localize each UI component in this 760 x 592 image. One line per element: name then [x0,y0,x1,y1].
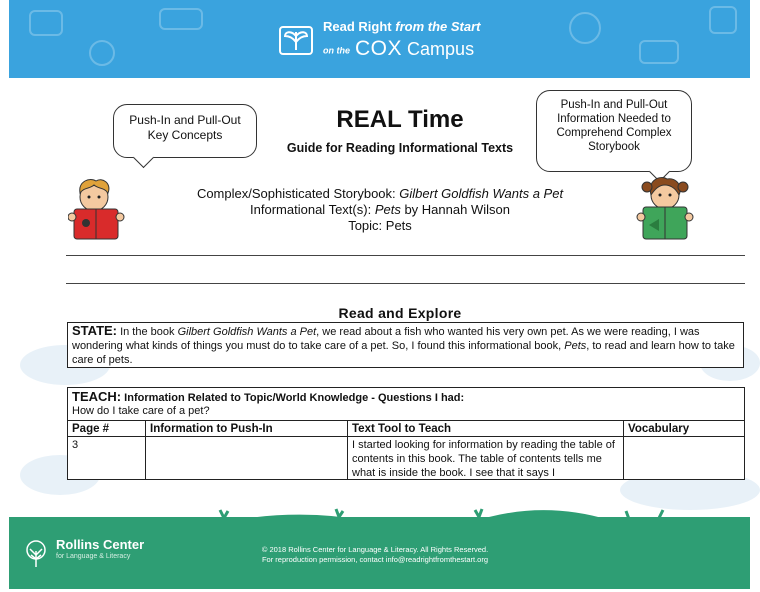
speech-bubble-left [113,104,257,158]
brand-line-1: Read Right from the Start [323,19,481,34]
decorative-doodle [29,10,63,36]
table-row [68,437,744,479]
column-header: Information to Push-In [146,421,348,437]
divider-line [66,255,745,256]
girl-reading-illustration [633,173,695,245]
footer-org-name: Rollins Center [56,537,145,552]
boy-reading-illustration [68,175,128,245]
decorative-doodle [709,6,737,34]
footer-org-sub: for Language & Literacy [56,553,131,560]
vocab-cell [624,437,744,479]
informational-text-line: Informational Text(s): Pets by Hannah Wilson [250,202,510,217]
speech-bubble-right [536,90,692,172]
tool-cell: I started looking for information by reading the table of contents in this book. The table of contents tells me what is inside the book. I see that it says I [348,437,624,479]
section-heading: Read and Explore [338,305,462,321]
page-cell: 3 [68,437,146,479]
decorative-doodle [89,40,115,66]
brand-line-2: on the COX Campus [323,37,475,60]
state-label: STATE: [72,323,118,338]
teach-header: TEACH: Information Related to Topic/World Knowledge - Questions I had: How do I take care of a pet? [68,388,744,421]
tree-logo-icon [23,539,49,569]
teach-table [67,387,745,480]
state-box: STATE: In the book Gilbert Goldfish Wants a Pet, we read about a fish who wanted his very own pet. As we were reading, I was wondering what kinds of things you must do to take care of a pet. So, I found this informational book, Pets, to read and learn how to take care of pets. [67,322,744,368]
footer-copyright: © 2018 Rollins Center for Language & Literacy. All Rights Reserved. For reproduction permission, contact info@readrightfromthestart.org [240,545,510,565]
teach-label: TEACH: [72,389,122,404]
decorative-doodle [639,40,679,64]
bubble-right-text: Push-In and Pull-Out Information Needed to Comprehend Complex Storybook [556,99,672,153]
column-header: Text Tool to Teach [348,421,624,437]
teach-question: How do I take care of a pet? [72,405,210,417]
decorative-doodle [159,8,203,30]
topic-line: Topic: Pets [348,218,412,233]
header-banner [9,0,750,78]
book-info [140,186,620,234]
column-header: Page # [68,421,146,437]
bubble-tail [133,147,154,168]
table-header-row [68,421,744,437]
divider-line [66,283,745,284]
column-header: Vocabulary [624,421,744,437]
decorative-doodle [569,12,601,44]
info-cell [146,437,348,479]
page-subtitle: Guide for Reading Informational Texts [286,141,514,155]
bubble-left-text: Push-In and Pull-Out Key Concepts [129,113,241,142]
page-title: REAL Time [336,106,464,133]
storybook-line: Complex/Sophisticated Storybook: Gilbert Goldfish Wants a Pet [196,186,564,201]
footer-permission-link[interactable]: For reproduction permission, contact info@readrightfromthestart.org [261,555,489,564]
book-logo-icon [279,24,313,56]
